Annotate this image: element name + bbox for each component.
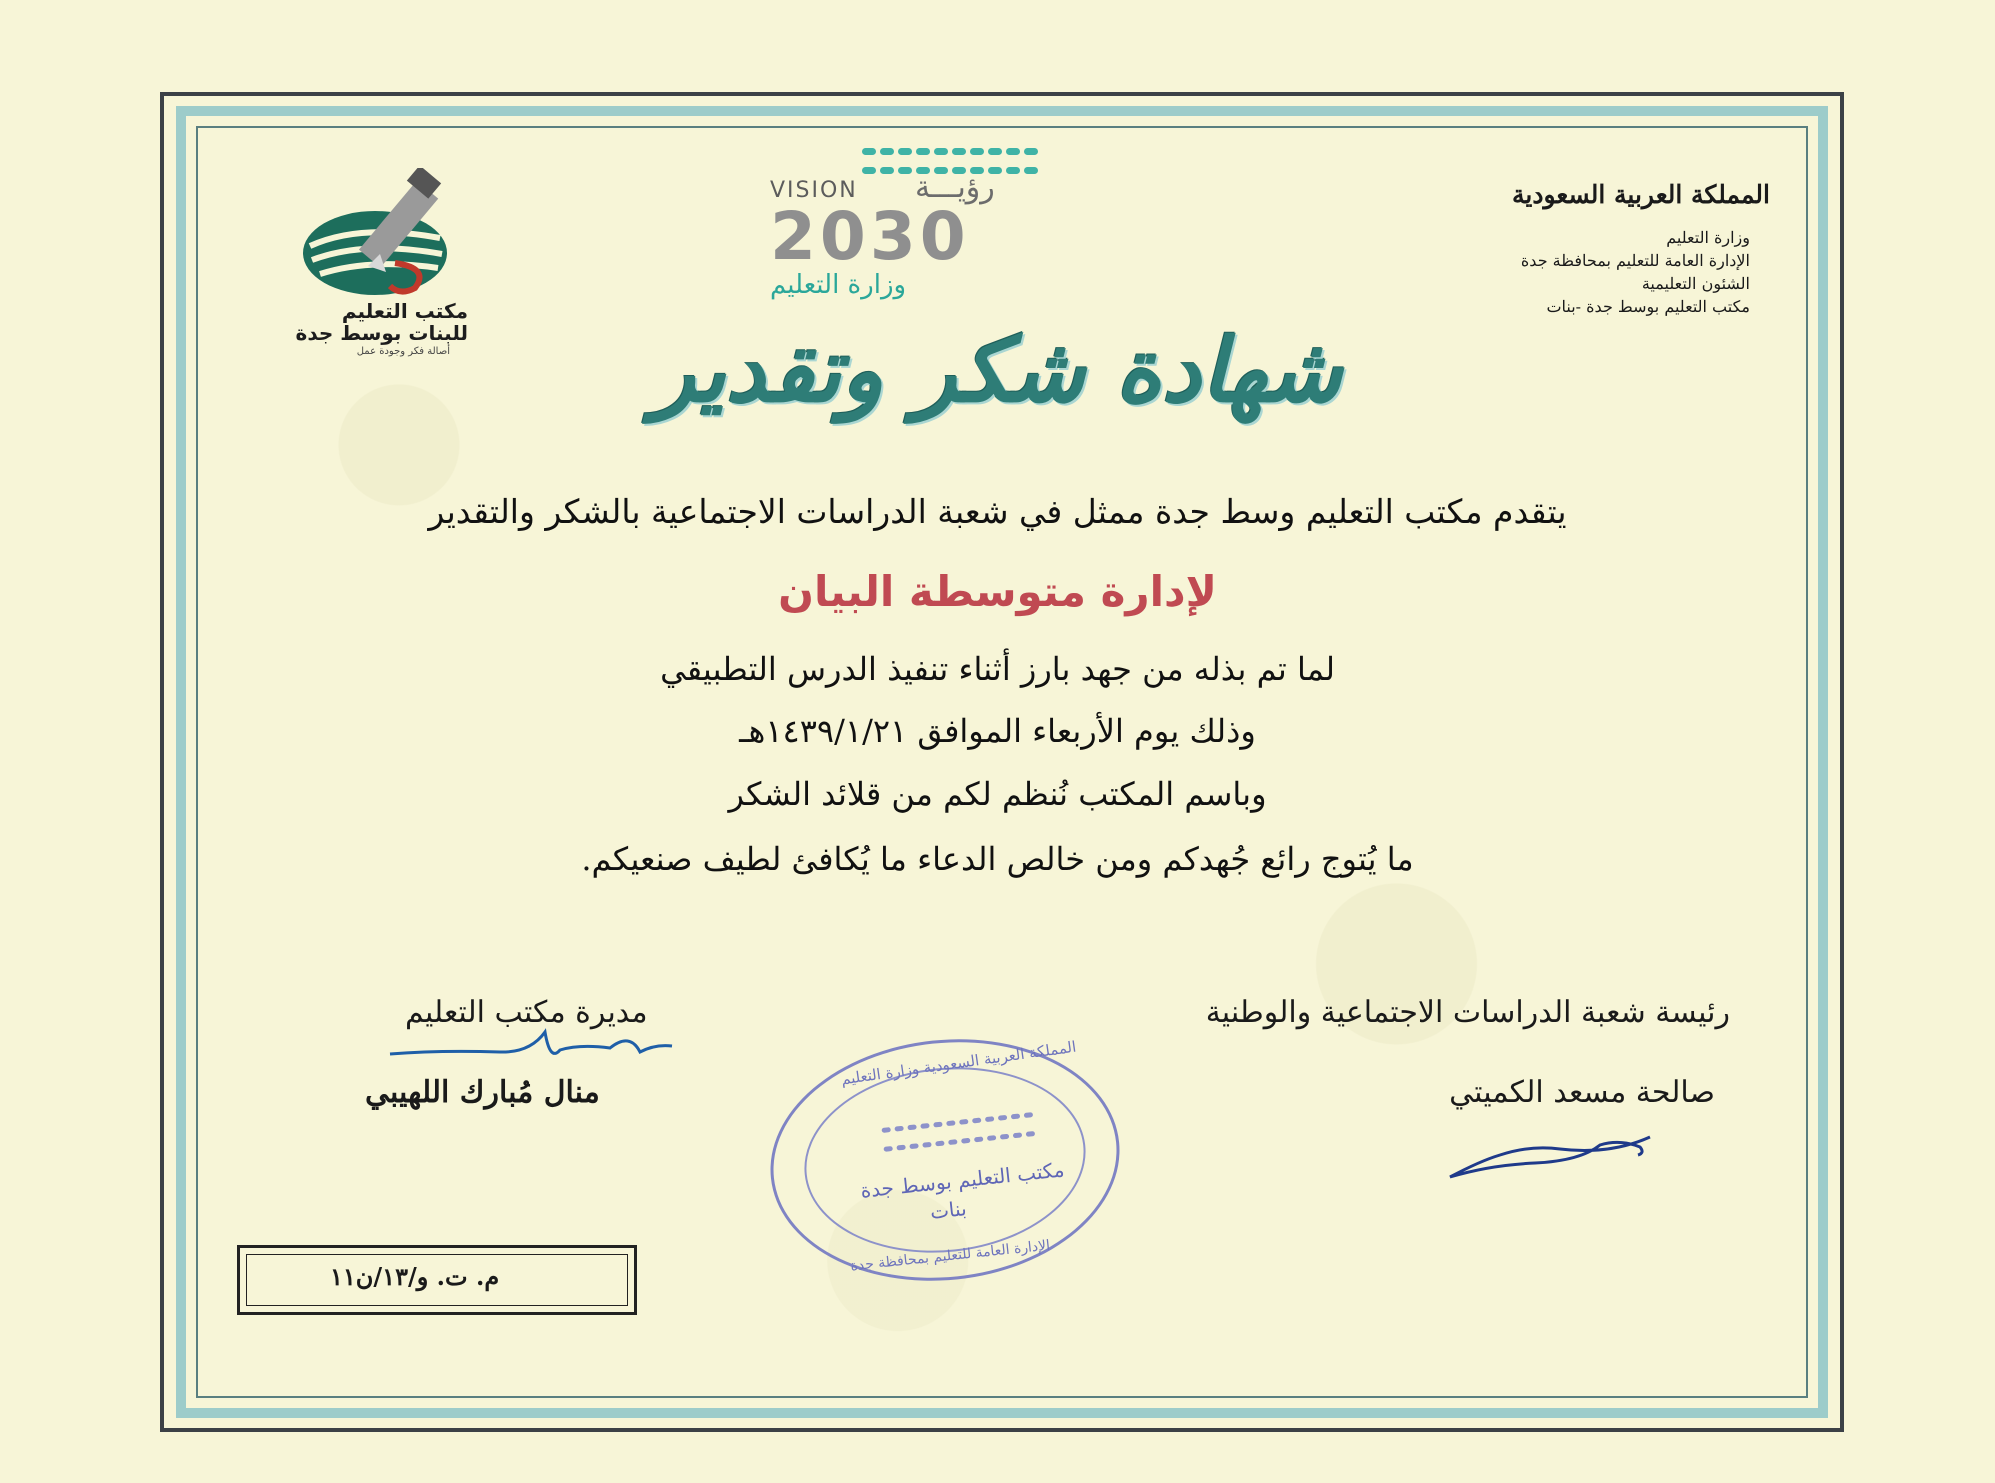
vision-arabic: رؤيـــة [915, 170, 995, 205]
header-country: المملكة العربية السعودية [1511, 180, 1770, 209]
stamp-line: مكتب التعليم بوسط جدة [859, 1157, 1066, 1203]
stamp-line: بنات [928, 1196, 968, 1224]
left-signature-icon [380, 1022, 680, 1072]
pencil-emblem-icon [290, 168, 490, 298]
vision-word: VISION [770, 178, 858, 203]
official-stamp [770, 1037, 1130, 1290]
vision-ministry: وزارة التعليم [770, 270, 907, 300]
header-lines [1521, 226, 1750, 318]
right-signatory-name: صالحة مسعد الكميتي [1449, 1075, 1715, 1110]
certificate-title: شهادة شكر وتقدير [652, 318, 1343, 422]
header-line: الشئون التعليمية [1641, 274, 1750, 293]
body-line: وباسم المكتب نُنظم لكم من قلائد الشكر [728, 775, 1267, 813]
office-tagline: أصالة فكر وجودة عمل [356, 346, 450, 357]
vision-year: 2030 [770, 198, 970, 275]
recipient-name: لإدارة متوسطة البيان [778, 567, 1217, 616]
left-signatory-name: منال مُبارك اللهيبي [365, 1075, 600, 1110]
header-line: مكتب التعليم بوسط جدة -بنات [1546, 297, 1750, 316]
body-line: لما تم بذله من جهد بارز أثناء تنفيذ الدرس التطبيقي [660, 650, 1335, 688]
left-signatory-title: مديرة مكتب التعليم [405, 995, 648, 1030]
reference-code: م. ت. و/١٣/ن١١ [330, 1262, 500, 1291]
stamp-arc-bottom: الإدارة العامة للتعليم بمحافظة جدة [849, 1237, 1051, 1275]
office-name-line: مكتب التعليم [341, 299, 468, 323]
header-line: وزارة التعليم [1666, 228, 1750, 247]
right-signatory-title: رئيسة شعبة الدراسات الاجتماعية والوطنية [1205, 995, 1730, 1030]
body-line: وذلك يوم الأربعاء الموافق ١٤٣٩/١/٢١هـ [739, 712, 1256, 750]
office-name-line: للبنات بوسط جدة [295, 321, 468, 345]
stamp-arc-top: المملكة العربية السعودية وزارة التعليم [839, 1037, 1078, 1089]
intro-text: يتقدم مكتب التعليم وسط جدة ممثل في شعبة الدراسات الاجتماعية بالشكر والتقدير [428, 492, 1567, 531]
reference-box [237, 1245, 637, 1315]
header-line: الإدارة العامة للتعليم بمحافظة جدة [1520, 251, 1750, 270]
body-line: ما يُتوج رائع جُهدكم ومن خالص الدعاء ما يُكافئ لطيف صنعيكم. [581, 840, 1414, 878]
vision-2030-logo [740, 140, 1070, 300]
right-signature-icon [1440, 1125, 1660, 1185]
